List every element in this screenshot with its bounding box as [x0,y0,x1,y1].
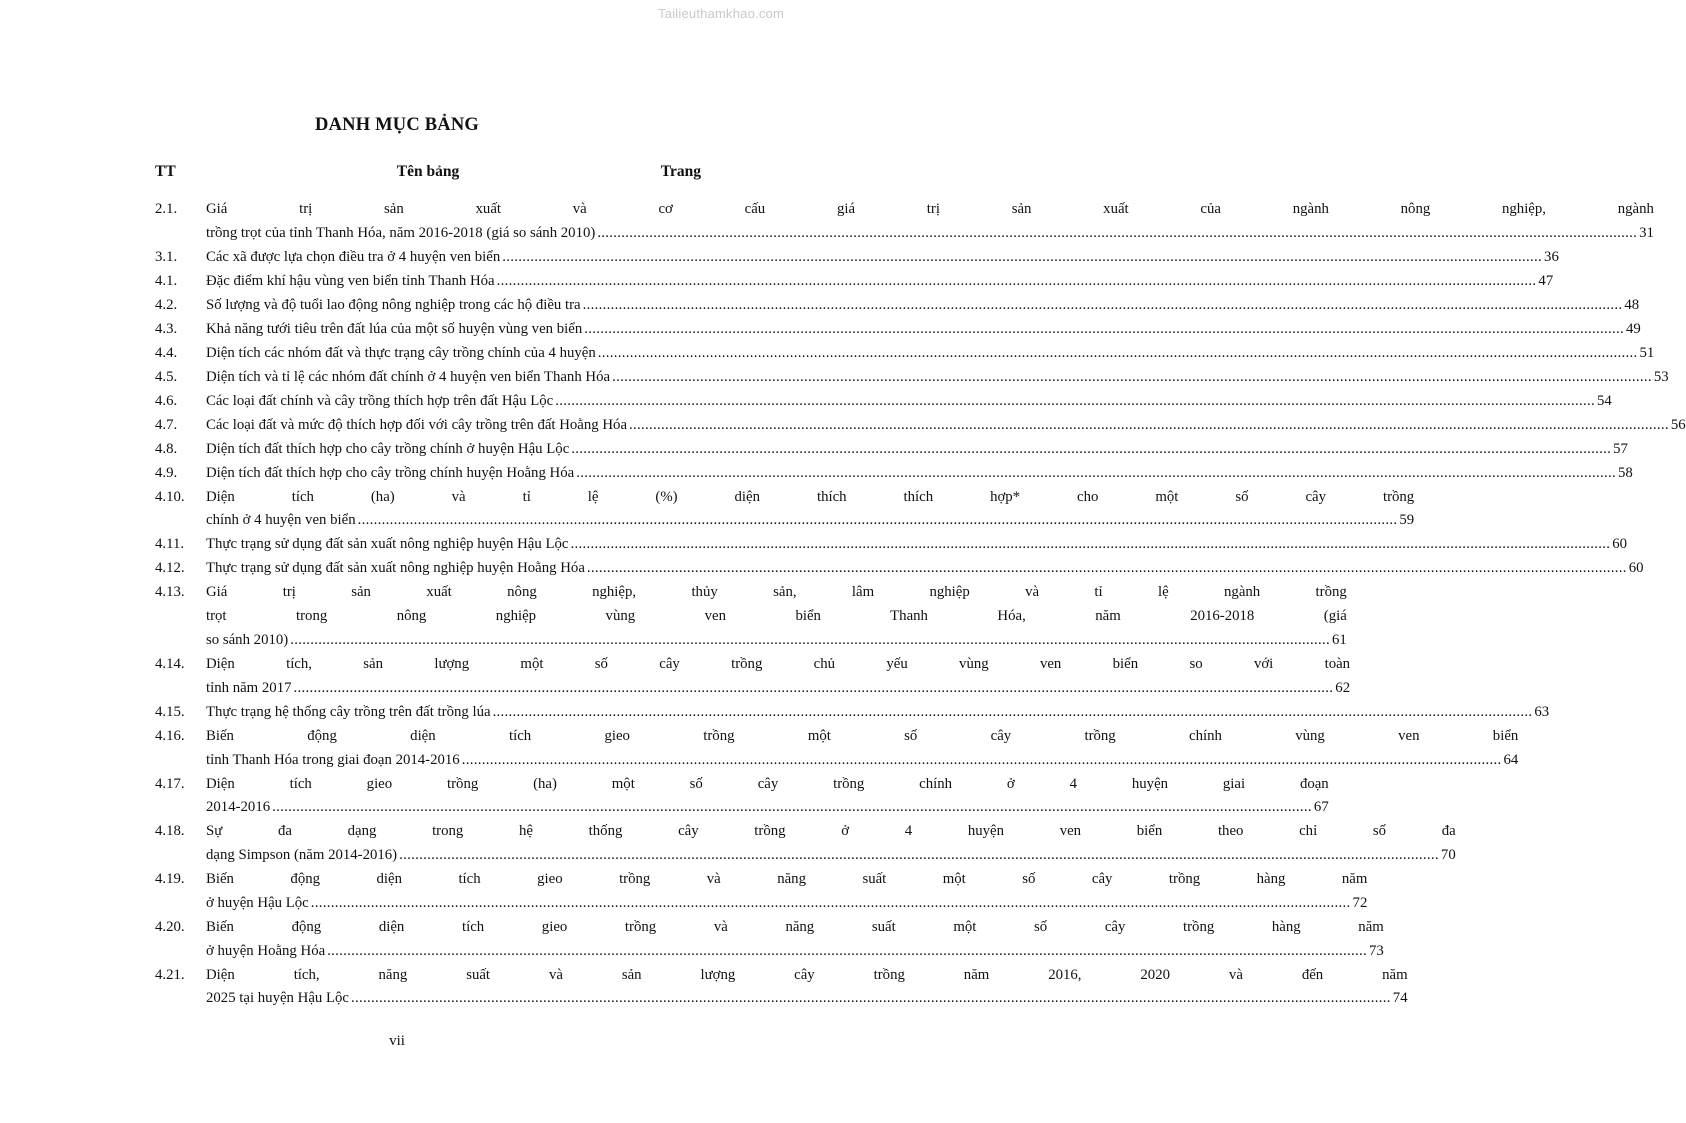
dot-leader [555,390,1595,414]
page-ref[interactable]: 49 [1626,320,1641,337]
title-line: Thực trạng hệ thống cây trồng trên đất trồng lúa [206,703,491,720]
list-item[interactable] [155,366,1669,390]
dot-leader [570,533,1610,557]
title-line: Diện tích gieo trồng (ha) một số cây trồng chính ở 4 huyện giai đoạn [206,775,1329,792]
table-header [155,163,701,185]
title-line: 2025 tại huyện Hậu Lộc [206,990,349,1007]
table-number: 4.9. [155,464,178,481]
list-item[interactable] [155,390,1612,414]
page-ref[interactable]: 53 [1653,368,1669,385]
title-line: 2014-2016 [206,799,271,816]
header-page: Trang [660,163,701,180]
list-item[interactable] [155,820,1456,868]
title-line: Biến động diện tích gieo trồng và năng suất một số cây trồng hàng năm [206,918,1384,935]
dot-leader [576,462,1616,486]
list-item[interactable] [155,246,1559,270]
table-number: 4.7. [155,416,178,433]
title-line-with-page [206,557,1644,581]
dot-leader [571,438,1611,462]
page-ref[interactable]: 73 [1368,942,1384,959]
dot-leader [493,701,1533,725]
table-number: 4.17. [155,775,185,792]
dot-leader [327,940,1367,964]
header-tt: TT [155,163,176,180]
dot-leader [358,509,1398,533]
page-ref[interactable]: 51 [1639,344,1655,361]
table-title [206,773,1329,821]
dot-leader [587,557,1627,581]
title-line: Diện tích, năng suất và sản lượng cây trồng năm 2016, 2020 và đến năm [206,966,1408,983]
dot-leader [351,987,1391,1011]
title-line-with-page [206,892,1367,916]
table-number: 4.14. [155,655,185,672]
page-ref[interactable]: 56 [1670,416,1686,433]
table-title [206,342,1654,366]
title-line: so sánh 2010) [206,631,289,648]
page-ref[interactable]: 60 [1628,560,1644,577]
title-line: Diện tích đất thích hợp cho cây trồng chính ở huyện Hậu Lộc [206,440,570,457]
title-line-with-page [206,414,1686,438]
title-line-with-page [206,462,1633,486]
list-item[interactable] [155,916,1384,964]
table-title [206,246,1559,270]
page-ref[interactable]: 54 [1597,392,1612,409]
title-line: tỉnh năm 2017 [206,679,292,696]
title-line: Biến động diện tích gieo trồng một số cây trồng chính vùng ven biển [206,727,1519,744]
page-ref[interactable]: 67 [1313,799,1329,816]
title-line-with-page [206,844,1456,868]
page-ref[interactable]: 60 [1612,536,1628,553]
page-ref[interactable]: 72 [1352,894,1368,911]
table-number: 4.16. [155,727,185,744]
table-title [206,414,1686,438]
title-line: trồng trọt của tỉnh Thanh Hóa, năm 2016-2018 (giá so sánh 2010) [206,224,596,241]
title-line-with-page [206,366,1669,390]
dot-leader [597,222,1637,246]
list-item[interactable] [155,581,1347,652]
title-line: Số lượng và độ tuổi lao động nông nghiệp trong các hộ điều tra [206,296,581,313]
dot-leader [294,677,1334,701]
title-line-with-page [206,796,1329,820]
table-number: 4.2. [155,296,178,313]
page-ref[interactable]: 74 [1392,990,1408,1007]
title-line: Biến động diện tích gieo trồng và năng suất một số cây trồng hàng năm [206,871,1368,888]
title-line: trọt trong nông nghiệp vùng ven biển Thanh Hóa, năm 2016-2018 (giá [206,608,1347,625]
table-number: 4.11. [155,536,185,553]
table-title [206,557,1644,581]
list-item[interactable] [155,486,1415,534]
header-name: Tên bảng [396,163,460,180]
table-title [206,653,1350,701]
dot-leader [462,749,1502,773]
title-line: Diện tích, sản lượng một số cây trồng chủ yếu vùng ven biển so với toàn [206,655,1351,672]
page-ref[interactable]: 62 [1335,679,1351,696]
list-item[interactable] [155,725,1519,773]
dot-leader [584,318,1624,342]
table-title [206,438,1628,462]
dot-leader [598,342,1638,366]
page-title: DANH MỤC BẢNG [315,115,479,135]
dot-leader [497,270,1537,294]
table-title [206,820,1456,868]
table-title [206,318,1641,342]
table-number: 4.1. [155,272,178,289]
dot-leader [399,844,1439,868]
title-line-with-page [206,222,1654,246]
title-line-with-page [206,294,1639,318]
page-ref[interactable]: 58 [1618,464,1633,481]
title-line-with-page [206,246,1559,270]
title-line: Giá trị sản xuất nông nghiệp, thủy sản, lâm nghiệp và tỉ lệ ngành trồng [206,584,1347,601]
title-line: Diện tích đất thích hợp cho cây trồng chính huyện Hoằng Hóa [206,464,575,481]
title-line-with-page [206,270,1553,294]
table-title [206,916,1384,964]
table-title [206,701,1549,725]
table-title [206,198,1654,246]
page-ref[interactable]: 47 [1538,272,1554,289]
title-line-with-page [206,390,1612,414]
title-line: Sự đa dạng trong hệ thống cây trồng ở 4 huyện ven biển theo chỉ số đa [206,823,1456,840]
table-number: 4.18. [155,823,185,840]
table-number: 4.3. [155,320,178,337]
table-number: 4.21. [155,966,185,983]
table-number: 4.13. [155,584,185,601]
page-ref[interactable]: 63 [1534,703,1550,720]
table-title [206,533,1627,557]
dot-leader [311,892,1351,916]
title-line: tỉnh Thanh Hóa trong giai đoạn 2014-2016 [206,751,460,768]
table-number: 4.8. [155,440,178,457]
page-ref[interactable]: 61 [1332,631,1347,648]
table-title [206,486,1414,534]
title-line: Các loại đất chính và cây trồng thích hợp trên đất Hậu Lộc [206,392,554,409]
table-number: 4.5. [155,368,178,385]
title-line: Diện tích các nhóm đất và thực trạng cây trồng chính của 4 huyện [206,344,596,361]
title-line: Đặc điểm khí hậu vùng ven biển tỉnh Thanh Hóa [206,272,495,289]
table-title [206,964,1408,1012]
list-item[interactable] [155,270,1554,294]
table-number: 4.10. [155,488,185,505]
table-title [206,462,1633,486]
list-item[interactable] [155,533,1628,557]
table-title [206,581,1347,652]
table-title [206,868,1367,916]
title-line: Thực trạng sử dụng đất sản xuất nông nghiệp huyện Hậu Lộc [206,536,569,553]
table-number: 4.20. [155,918,185,935]
list-item[interactable] [155,318,1641,342]
dot-leader [583,294,1623,318]
table-number: 4.12. [155,560,185,577]
title-line-with-page [206,533,1627,557]
title-line-with-page [206,940,1384,964]
table-title [206,725,1518,773]
page-number: vii [389,1033,405,1049]
title-line: Các xã được lựa chọn điều tra ở 4 huyện ven biển [206,248,501,265]
title-line: ở huyện Hoằng Hóa [206,942,326,959]
list-item[interactable] [155,773,1329,821]
page-ref[interactable]: 31 [1639,224,1654,241]
dot-leader [272,796,1312,820]
table-number: 4.6. [155,392,178,409]
title-line-with-page [206,438,1628,462]
table-title [206,270,1553,294]
dot-leader [612,366,1652,390]
title-line: Giá trị sản xuất và cơ cấu giá trị sản xuất của ngành nông nghiệp, ngành [206,201,1654,217]
watermark: Tailieuthamkhao.com [658,6,784,21]
title-line-with-page [206,987,1408,1011]
table-title [206,390,1612,414]
dot-leader [629,414,1669,438]
title-line: Thực trạng sử dụng đất sản xuất nông nghiệp huyện Hoằng Hóa [206,560,585,577]
title-line-with-page [206,677,1350,701]
title-line: Diện tích (ha) và tỉ lệ (%) diện thích thích hợp* cho một số cây trồng [206,488,1415,505]
title-line: ở huyện Hậu Lộc [206,894,309,911]
title-line: Diện tích và tỉ lệ các nhóm đất chính ở 4 huyện ven biển Thanh Hóa [206,368,611,385]
title-line: Khả năng tưới tiêu trên đất lúa của một số huyện vùng ven biển [206,320,583,337]
table-number: 2.1. [155,201,178,217]
list-item[interactable] [155,198,1654,246]
title-line-with-page [206,749,1518,773]
list-item[interactable] [155,701,1550,725]
dot-leader [290,629,1330,653]
page-ref[interactable]: 48 [1624,296,1640,313]
list-item[interactable] [155,868,1368,916]
list-item[interactable] [155,557,1644,581]
title-line-with-page [206,629,1347,653]
table-number: 4.4. [155,344,178,361]
dot-leader [502,246,1542,270]
page-ref[interactable]: 59 [1399,512,1415,529]
title-line-with-page [206,701,1549,725]
page-ref[interactable]: 64 [1503,751,1519,768]
table-number: 4.15. [155,703,185,720]
table-number: 4.19. [155,871,185,888]
list-item[interactable] [155,342,1655,366]
page-ref[interactable]: 70 [1440,847,1456,864]
list-item[interactable] [155,964,1408,1012]
page-ref[interactable]: 57 [1613,440,1628,457]
title-line: Các loại đất và mức độ thích hợp đối với cây trồng trên đất Hoằng Hóa [206,416,628,433]
title-line-with-page [206,509,1414,533]
title-line: dạng Simpson (năm 2014-2016) [206,847,398,864]
list-item[interactable] [155,414,1686,438]
table-number: 3.1. [155,248,178,265]
table-title [206,366,1669,390]
list-item[interactable] [155,653,1351,701]
page-ref[interactable]: 36 [1544,248,1559,265]
title-line-with-page [206,318,1641,342]
list-item[interactable] [155,438,1628,462]
list-item[interactable] [155,294,1640,318]
title-line-with-page [206,342,1654,366]
table-title [206,294,1639,318]
list-item[interactable] [155,462,1633,486]
table-list [155,198,1686,1011]
title-line: chính ở 4 huyện ven biển [206,512,356,529]
